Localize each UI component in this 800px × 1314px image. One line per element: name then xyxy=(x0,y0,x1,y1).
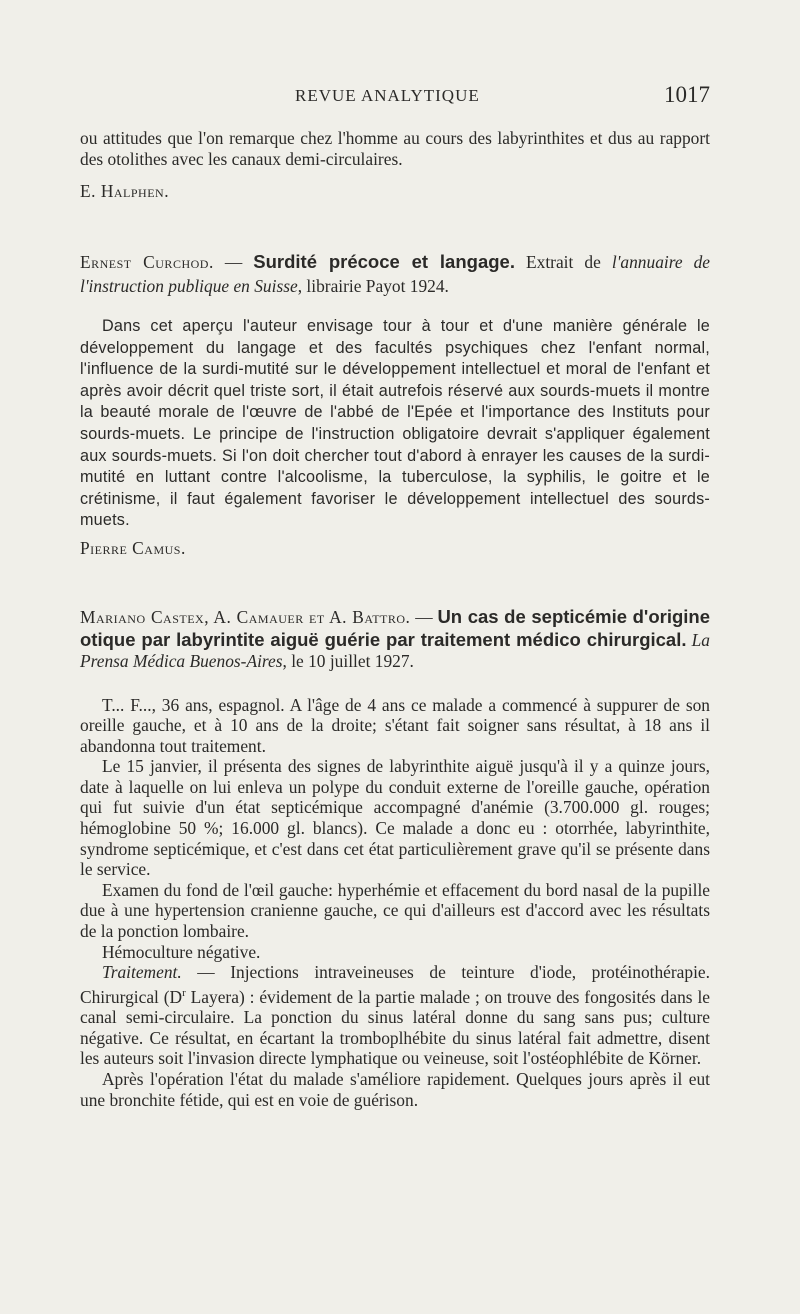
publisher: , librairie Payot 1924. xyxy=(297,276,449,296)
heading-dash: — xyxy=(410,607,438,627)
author-names: Mariano Castex, A. Camauer et A. Battro. xyxy=(80,607,411,627)
author-name: Ernest Curchod. xyxy=(80,252,214,272)
review-continuation xyxy=(80,128,710,202)
review-heading xyxy=(80,250,710,298)
continuation-text: ou attitudes que l'on remarque chez l'homme au cours des labyrinthites et dus au rapport des otolithes avec les canaux demi-circulaires. xyxy=(80,128,710,169)
extract-text: Extrait de xyxy=(514,252,612,272)
review-heading xyxy=(80,606,710,673)
case-paragraph: Hémoculture négative. xyxy=(102,941,261,962)
source-title: l'annuaire de l'instruction publique en Suisse xyxy=(80,252,711,296)
publication-date: , le 10 juillet 1927. xyxy=(282,651,414,671)
review-curchod xyxy=(80,250,710,559)
case-paragraph: Examen du fond de l'œil gauche: hyperhémie et effacement du bord nasal de la pupille due à une hypertension cranienne gauche, ce qui d'ailleurs est d'accord avec les résultats de la ponction lombaire. xyxy=(80,879,710,942)
doctor-superscript: r xyxy=(182,986,186,999)
article-title: Un cas de septicémie d'origine otique par labyrintite aiguë guérie par traitement médico chirurgical. xyxy=(80,606,710,650)
article-title: Surdité précoce et langage. xyxy=(253,251,515,272)
treatment-label: Traitement. xyxy=(102,962,182,983)
treatment-paragraph xyxy=(80,962,710,1069)
case-paragraph: Après l'opération l'état du malade s'améliore rapidement. Quelques jours après il eut une bronchite fétide, qui est en voie de guérison. xyxy=(80,1068,710,1110)
case-paragraph: T... F..., 36 ans, espagnol. A l'âge de 4 ans ce malade a commencé à suppurer de son oreille gauche, et à 10 ans de la droite; s'étant fait soigner sans résultat, à 18 ans il abandonna tout traitement. xyxy=(80,694,710,756)
review-castex xyxy=(80,606,710,1110)
heading-dash: — xyxy=(213,252,254,272)
case-paragraph: Le 15 janvier, il présenta des signes de labyrinthite aiguë jusqu'à il y a quinze jours, date à laquelle on lui enleva un polype du conduit externe de l'oreille gauche, opération qui fut suivie d'un état septicémique accompagné d'anémie (3.700.000 gl. rouges; hémoglobine 50 %; 16.000 gl. blancs). Ce malade a donc eu : otorrhée, labyrinthite, syndrome septicémique, et c'est dans cet état particulièrement grave qu'il se présente dans le service. xyxy=(80,756,710,880)
running-title: REVUE ANALYTIQUE xyxy=(295,86,480,105)
running-head xyxy=(80,84,710,110)
signature-halphen: E. Halphen. xyxy=(80,181,170,202)
treatment-text: — Injections intraveineuses de teinture d'iode, protéinothérapie. Chirurgical (D xyxy=(80,962,710,1007)
treatment-text-cont: Layera) : évidement de la partie malade ; on trouve des fongosités dans le canal semi-circulaire. La ponction du sinus latéral donne du sang sans pus; culture négative. Ce résultat, en écartant la tromboplhébite du sinus latéral fait admettre, disent les auteurs soit l'invasion directe lymphatique ou veineuse, soit l'ostéophlébite de Körner. xyxy=(80,986,710,1069)
journal-name: La Prensa Médica Buenos-Aires xyxy=(80,629,710,671)
signature-camus: Pierre Camus. xyxy=(80,537,186,558)
page-number: 1017 xyxy=(664,82,710,107)
review-body: Dans cet aperçu l'auteur envisage tour à tour et d'une manière générale le développement du langage et des facultés psychiques chez l'enfant normal, l'influence de la surdi-mutité sur le développement intellectuel et moral de l'enfant et après avoir décrit quel triste sort, il était autrefois réservé aux sourds-muets il montre la beauté morale de l'œuvre de l'abbé de l'Epée et l'importance des Instituts pour sourds-muets. Le principe de l'instruction obligatoire devrait s'appliquer également aux sourds-muets. Si l'on doit chercher tout d'abord à enrayer les causes de la surdi-mutité en luttant contre l'alcoolisme, la tuberculose, la syphilis, le goitre et le crétinisme, il faut également favoriser le développement intellectuel des sourds-muets. xyxy=(80,317,710,530)
